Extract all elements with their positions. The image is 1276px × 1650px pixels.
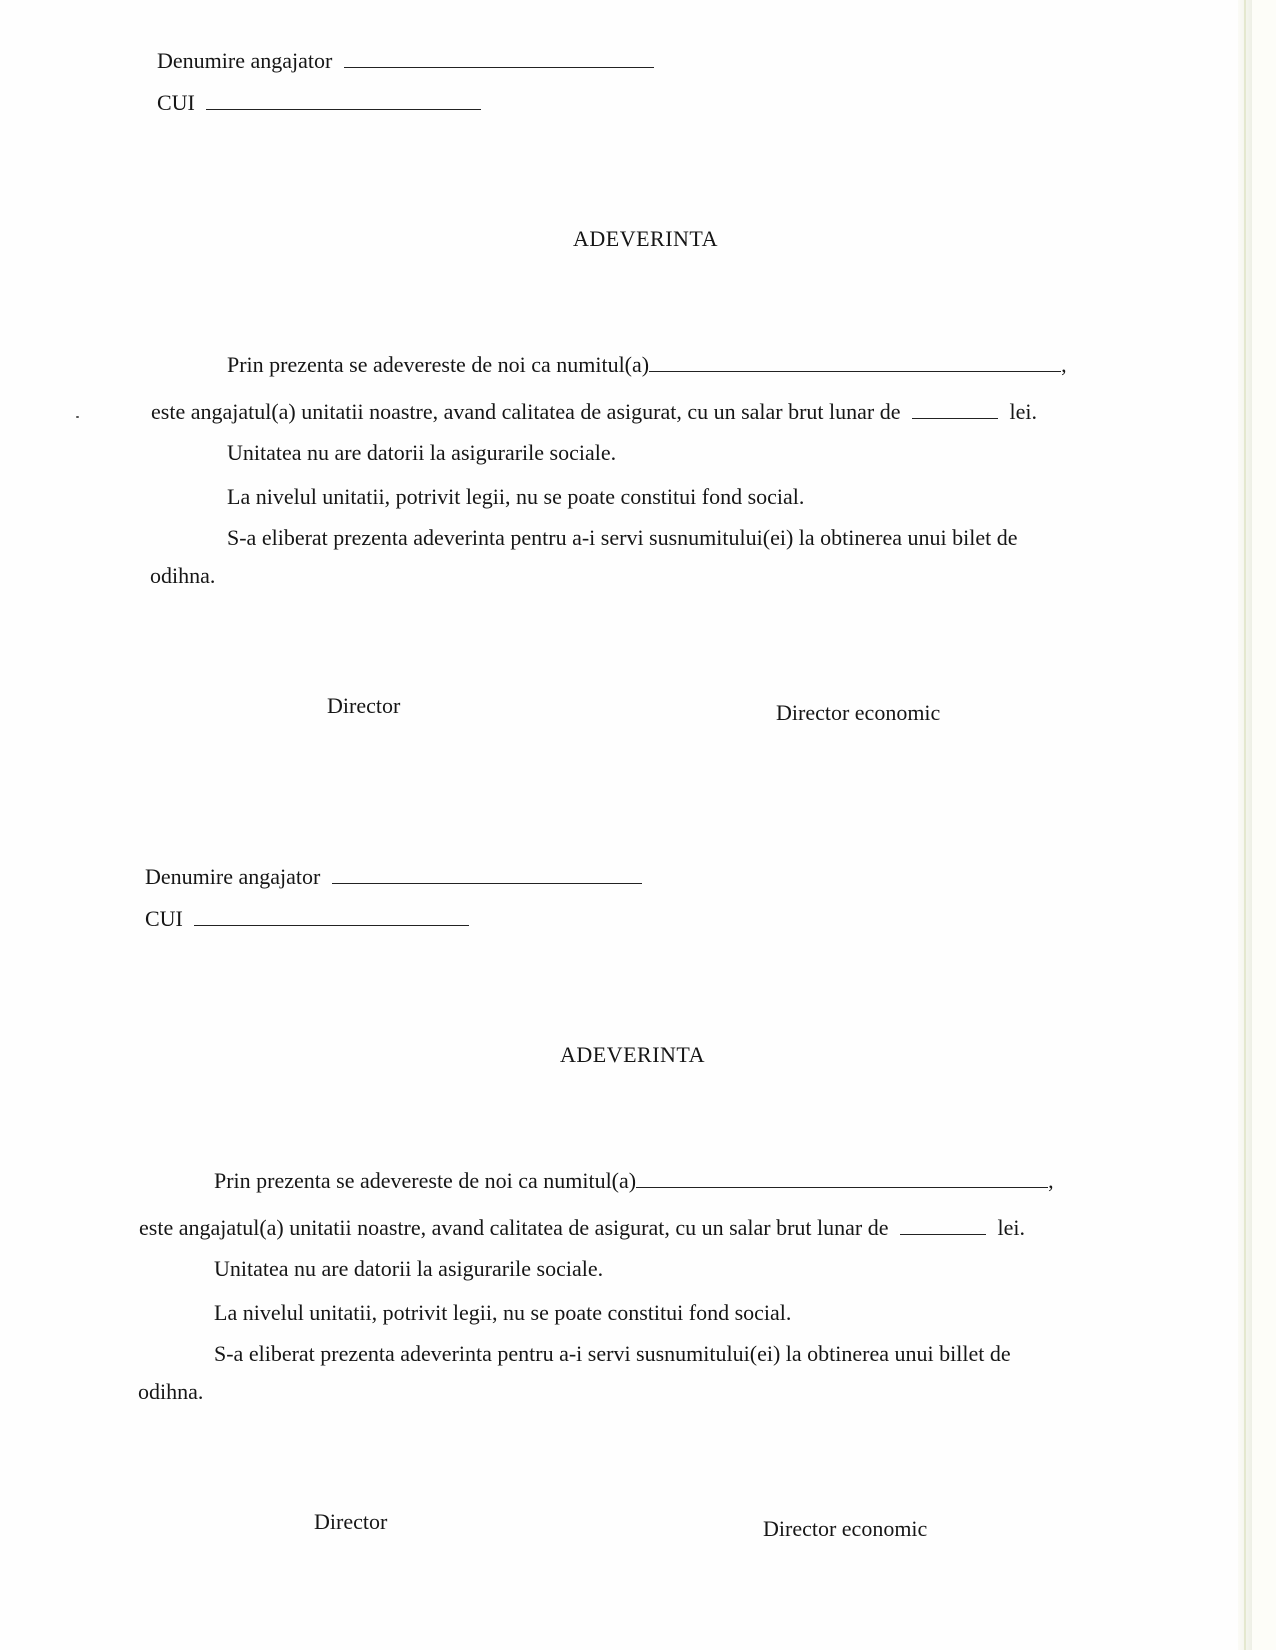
paragraph-issued-line1: S-a eliberat prezenta adeverinta pentru a-i servi susnumitului(ei) la obtinerea unui bilet de: [227, 525, 1018, 550]
cui-label: CUI: [157, 90, 195, 115]
salary-field[interactable]: [912, 418, 998, 419]
salary-field[interactable]: [900, 1234, 986, 1235]
cui-line: [157, 92, 481, 114]
paragraph-no-debts: Unitatea nu are datorii la asigurarile sociale.: [227, 440, 617, 465]
employer-name-field[interactable]: [344, 67, 654, 68]
paragraph-issued-line1: S-a eliberat prezenta adeverinta pentru a-i servi susnumitului(ei) la obtinerea unui billet de: [214, 1341, 1011, 1366]
comma: ,: [1048, 1168, 1054, 1193]
document-title: ADEVERINTA: [573, 226, 718, 251]
certificate-form-1: [0, 0, 1100, 725]
signature-director: Director: [327, 693, 401, 718]
paragraph-employee-text: Prin prezenta se adevereste de noi ca numitul(a): [214, 1168, 637, 1193]
employer-name-label: Denumire angajator: [145, 864, 321, 889]
employee-name-field[interactable]: [636, 1187, 1048, 1188]
salary-text: este angajatul(a) unitatii noastre, avand calitatea de asigurat, cu un salar brut lunar de: [139, 1215, 889, 1240]
page-edge-line: [1244, 0, 1246, 1650]
employer-name-line: [157, 50, 654, 72]
employee-name-field[interactable]: [649, 371, 1061, 372]
paragraph-salary: [151, 401, 1037, 423]
salary-text: este angajatul(a) unitatii noastre, avand calitatea de asigurat, cu un salar brut lunar de: [151, 399, 901, 424]
paragraph-employee-name: [214, 1170, 1054, 1192]
employer-name-label: Denumire angajator: [157, 48, 333, 73]
document-title: ADEVERINTA: [560, 1042, 705, 1067]
paragraph-issued-line2: odihna.: [138, 1379, 204, 1404]
paragraph-employee-name: [227, 354, 1067, 376]
cui-line: [145, 908, 469, 930]
employer-name-line: [145, 866, 642, 888]
paragraph-employee-text: Prin prezenta se adevereste de noi ca numitul(a): [227, 352, 650, 377]
paragraph-salary: [139, 1217, 1025, 1239]
salary-unit: lei.: [1009, 399, 1038, 424]
paragraph-no-debts: Unitatea nu are datorii la asigurarile sociale.: [214, 1256, 604, 1281]
signature-economic-director: Director economic: [776, 700, 941, 725]
paragraph-social-fund: La nivelul unitatii, potrivit legii, nu se poate constitui fond social.: [214, 1300, 792, 1325]
page-right-margin: [1252, 0, 1276, 1650]
employer-name-field[interactable]: [332, 883, 642, 884]
cui-label: CUI: [145, 906, 183, 931]
paragraph-social-fund: La nivelul unitatii, potrivit legii, nu se poate constitui fond social.: [227, 484, 805, 509]
certificate-form-2: [0, 815, 1100, 1541]
salary-unit: lei.: [997, 1215, 1026, 1240]
cui-field[interactable]: [206, 109, 481, 110]
signature-director: Director: [314, 1509, 388, 1534]
signature-economic-director: Director economic: [763, 1516, 928, 1541]
comma: ,: [1061, 352, 1067, 377]
paragraph-issued-line2: odihna.: [150, 563, 216, 588]
cui-field[interactable]: [194, 925, 469, 926]
